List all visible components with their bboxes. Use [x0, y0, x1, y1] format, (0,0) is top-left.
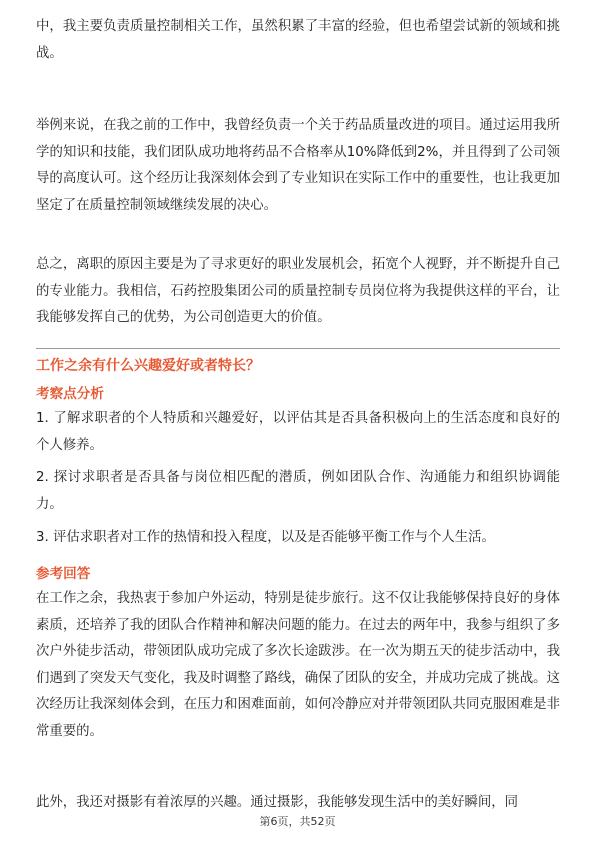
- section-divider: [36, 348, 560, 349]
- page-number: 第6页，共52页: [259, 815, 336, 828]
- paragraph-intro-continuation: 中，我主要负责质量控制相关工作，虽然积累了丰富的经验，但也希望尝试新的领域和挑战。: [36, 19, 560, 61]
- question-heading: 工作之余有什么兴趣爱好或者特长？: [36, 358, 260, 374]
- paragraph-conclusion: 总之，离职的原因主要是为了寻求更好的职业发展机会，拓宽个人视野，并不断提升自己的专业能力。我相信，石药控股集团公司的质量控制专员岗位将为我提供这样的平台，让我能够发挥自己的优势，为公司创造更大的价值。: [36, 257, 560, 326]
- analysis-item-2: 2. 探讨求职者是否具备与岗位相匹配的潜质，例如团队合作、沟通能力和组织协调能力。: [36, 470, 560, 512]
- analysis-item-3: 3. 评估求职者对工作的热情和投入程度，以及是否能够平衡工作与个人生活。: [36, 530, 495, 545]
- answer-paragraph-1: 在工作之余，我热衷于参加户外运动，特别是徒步旅行。这不仅让我能够保持良好的身体素质，还培养了我的团队合作精神和解决问题的能力。在过去的两年中，我参与组织了多次户外徒步活动，带领团队成功完成了多次长途跋涉。在一次为期五天的徒步活动中，我们遇到了突发天气变化，我及时调整了路线，确保了团队的安全，并成功完成了挑战。这次经历让我深刻体会到，在压力和困难面前，如何冷静应对并带领团队共同克服困难是非常重要的。: [36, 591, 560, 739]
- answer-title: 参考回答: [36, 566, 91, 582]
- answer-paragraph-2: 此外，我还对摄影有着浓厚的兴趣。通过摄影，我能够发现生活中的美好瞬间，同: [36, 795, 519, 810]
- analysis-title: 考察点分析: [36, 386, 104, 402]
- analysis-item-1: 1. 了解求职者的个人特质和兴趣爱好，以评估其是否具备积极向上的生活态度和良好的个人修养。: [36, 411, 560, 453]
- paragraph-example: 举例来说，在我之前的工作中，我曾经负责一个关于药品质量改进的项目。通过运用我所学的知识和技能，我们团队成功地将药品不合格率从10%降低到2%，并且得到了公司领导的高度认可。这个经历让我深刻体会到了专业知识在实际工作中的重要性，也让我更加坚定了在质量控制领域继续发展的决心。: [36, 118, 560, 213]
